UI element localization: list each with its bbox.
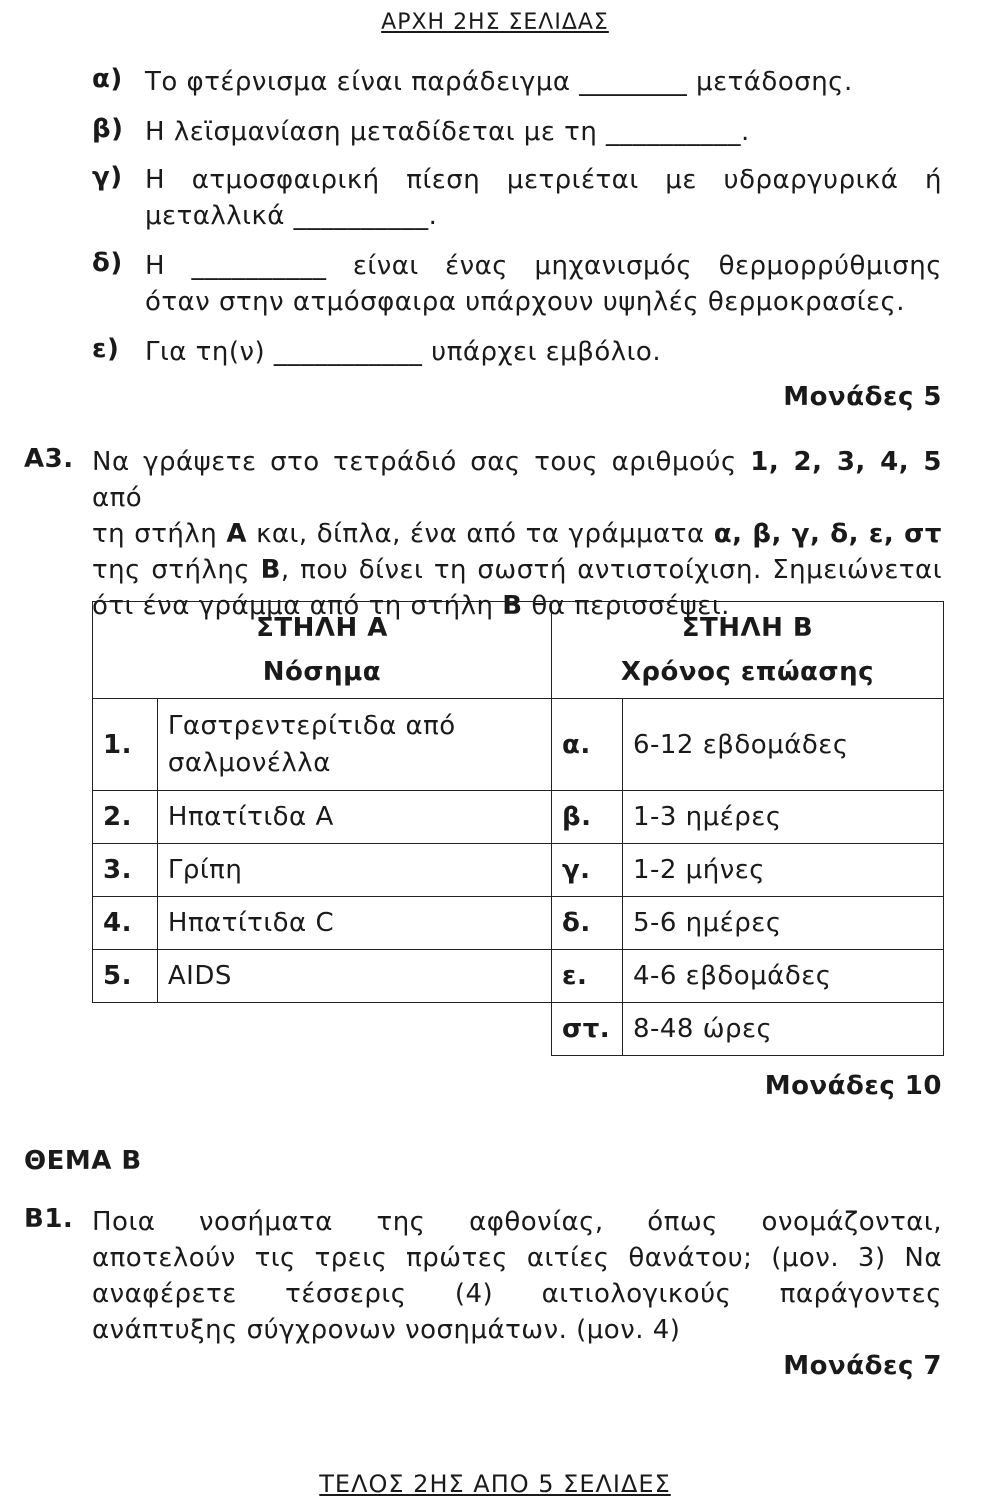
- question-text-a3: [92, 444, 942, 624]
- text-run: τη στήλη: [92, 519, 227, 549]
- item-label: α): [92, 64, 123, 94]
- column-b-title: ΣΤΗΛΗ Β: [681, 613, 814, 643]
- item-text-line: Η ατμοσφαιρική πίεση μετριέται με υδραργυρικά ή: [145, 165, 942, 195]
- disease-cell: Ηπατίτιδα C: [157, 897, 551, 950]
- table-row: [93, 699, 944, 791]
- section-heading-theme-b: ΘΕΜΑ Β: [24, 1146, 142, 1176]
- table-row: [93, 897, 944, 950]
- question-line: αποτελούν τις τρεις πρώτες αιτίες θανάτου; (μον. 3) Να: [92, 1243, 942, 1273]
- item-label: β): [92, 114, 124, 144]
- bold-run: Β: [260, 555, 281, 585]
- row-letter: γ.: [551, 844, 622, 897]
- row-letter: δ.: [551, 897, 622, 950]
- incubation-cell: 5-6 ημέρες: [622, 897, 943, 950]
- incubation-cell: 8-48 ώρες: [622, 1003, 943, 1056]
- row-number: 1.: [93, 699, 158, 791]
- incubation-cell: 1-3 ημέρες: [622, 791, 943, 844]
- item-text-block: [145, 162, 942, 234]
- column-a-title: ΣΤΗΛΗ Α: [256, 613, 388, 643]
- incubation-cell: 1-2 μήνες: [622, 844, 943, 897]
- marks-a2: Μονάδες 5: [783, 382, 942, 412]
- question-text-b1: [92, 1204, 942, 1348]
- disease-cell: Γαστρεντερίτιδα από σαλμονέλλα: [157, 699, 551, 791]
- question-number-a3: Α3.: [24, 444, 74, 474]
- table-row: [93, 844, 944, 897]
- item-text: Η λεϊσμανίαση μεταδίδεται με τη __________.: [145, 117, 750, 147]
- bold-run: 1, 2, 3, 4, 5: [750, 447, 942, 477]
- bold-run: α, β, γ, δ, ε, στ: [713, 519, 942, 549]
- empty-cell: [93, 1003, 158, 1056]
- bold-run: Α: [226, 519, 247, 549]
- page-footer: ΤΕΛΟΣ 2ΗΣ ΑΠΟ 5 ΣΕΛΙΔΕΣ: [319, 1470, 671, 1498]
- question-line: ανάπτυξης σύγχρονων νοσημάτων. (μον. 4): [92, 1315, 681, 1345]
- item-text-line: Η __________ είναι ένας μηχανισμός θερμορρύθμισης: [145, 251, 942, 281]
- text-run: της στήλης: [92, 555, 261, 585]
- item-label: ε): [92, 334, 120, 364]
- text-run: από: [92, 483, 143, 513]
- matching-table: [92, 601, 944, 1056]
- question-line: Ποια νοσήματα της αφθονίας, όπως ονομάζονται,: [92, 1207, 942, 1237]
- row-number: 5.: [93, 950, 158, 1003]
- item-label: δ): [92, 248, 123, 278]
- question-number-b1: Β1.: [24, 1204, 74, 1234]
- incubation-cell: 4-6 εβδομάδες: [622, 950, 943, 1003]
- incubation-cell: 6-12 εβδομάδες: [622, 699, 943, 791]
- row-letter: ε.: [551, 950, 622, 1003]
- text-run: , που δίνει τη σωστή αντιστοίχιση. Σημειώνεται: [280, 555, 942, 585]
- marks-b1: Μονάδες 7: [783, 1351, 942, 1381]
- column-b-subtitle: Χρόνος επώασης: [620, 657, 875, 687]
- item-text-line: όταν στην ατμόσφαιρα υπάρχουν υψηλές θερμοκρασίες.: [145, 287, 906, 317]
- question-line: [92, 552, 942, 588]
- row-number: 4.: [93, 897, 158, 950]
- text-run: και, δίπλα, ένα από τα γράμματα: [246, 519, 714, 549]
- row-number: 2.: [93, 791, 158, 844]
- marks-a3: Μονάδες 10: [764, 1071, 942, 1101]
- row-number: 3.: [93, 844, 158, 897]
- column-b-header: [551, 602, 943, 699]
- text-run: θα περισσέψει.: [522, 591, 730, 621]
- item-label: γ): [92, 162, 123, 192]
- table-row: [93, 950, 944, 1003]
- row-letter: στ.: [551, 1003, 622, 1056]
- disease-cell: AIDS: [157, 950, 551, 1003]
- column-a-header: [93, 602, 552, 699]
- column-a-subtitle: Νόσημα: [262, 657, 382, 687]
- question-line: [92, 516, 942, 552]
- disease-cell: Γρίπη: [157, 844, 551, 897]
- bold-run: Β: [502, 591, 523, 621]
- item-text-line: μεταλλικά __________.: [145, 201, 438, 231]
- item-text-block: [145, 248, 942, 320]
- question-line: αναφέρετε τέσσερις (4) αιτιολογικούς παράγοντες: [92, 1279, 942, 1309]
- item-text: Για τη(ν) ___________ υπάρχει εμβόλιο.: [145, 337, 662, 367]
- text-run: Να γράψετε στο τετράδιό σας τους αριθμούς: [92, 447, 751, 477]
- question-line: [92, 444, 942, 516]
- item-text: Το φτέρνισμα είναι παράδειγμα ________ μετάδοσης.: [145, 67, 853, 97]
- table-row: [93, 1003, 944, 1056]
- row-letter: α.: [551, 699, 622, 791]
- page-header: ΑΡΧΗ 2ΗΣ ΣΕΛΙΔΑΣ: [381, 10, 609, 35]
- row-letter: β.: [551, 791, 622, 844]
- disease-cell: Ηπατίτιδα Α: [157, 791, 551, 844]
- text-run: ότι ένα γράμμα από τη στήλη: [92, 591, 503, 621]
- table-header-row: [93, 602, 944, 699]
- empty-cell: [157, 1003, 551, 1056]
- table-row: [93, 791, 944, 844]
